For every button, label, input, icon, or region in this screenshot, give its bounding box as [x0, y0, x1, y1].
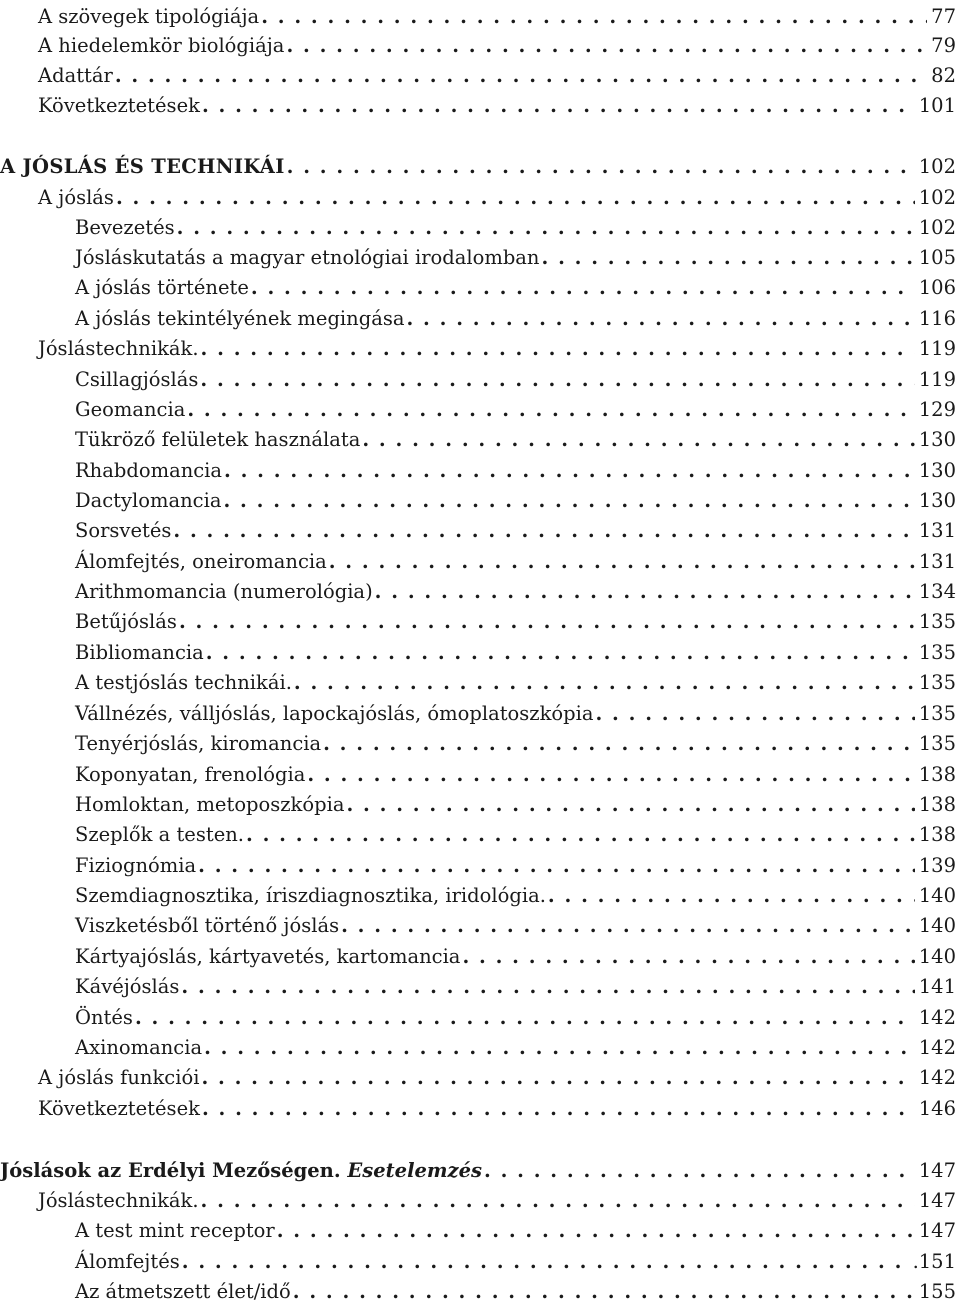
toc-entry — [0, 395, 956, 425]
toc-entry-title — [0, 1216, 277, 1246]
toc-entry — [0, 213, 956, 243]
toc-entry-title-text: A JÓSLÁS ÉS TECHNIKÁI — [0, 155, 285, 178]
toc-entry-title — [0, 1033, 204, 1063]
toc-entry-page-number: 131 — [918, 550, 956, 573]
dot-leader — [329, 547, 915, 577]
dot-leader — [202, 91, 915, 121]
dot-leader — [177, 213, 915, 243]
dot-leader — [181, 972, 914, 1002]
toc-entry-title-italic: Esetelemzés — [347, 1159, 482, 1182]
toc-entry — [0, 729, 956, 759]
toc-entry-page-number: 138 — [918, 823, 956, 846]
toc-entry — [0, 334, 956, 364]
toc-entry — [0, 61, 956, 91]
toc-entry-title — [0, 1063, 201, 1093]
toc-entry-title — [0, 820, 246, 850]
toc-entry — [0, 1247, 956, 1277]
toc-entry-title — [0, 334, 201, 364]
toc-entry-page-number: 135 — [918, 641, 956, 664]
toc-entry-page-number: 140 — [918, 945, 956, 968]
toc-entry-page-number: 105 — [918, 246, 956, 269]
toc-entry — [0, 243, 956, 273]
toc-entry-title — [0, 365, 200, 395]
dot-leader — [346, 790, 914, 820]
toc-entry-page-number: .151 — [912, 1250, 956, 1273]
toc-entry — [0, 31, 956, 61]
toc-entry-title — [0, 668, 294, 698]
toc-entry — [0, 1156, 956, 1186]
dot-leader — [307, 760, 914, 790]
toc-entry — [0, 638, 956, 668]
toc-entry-page-number: 135 — [918, 671, 956, 694]
toc-entry-title-text: Fiziognómia — [75, 854, 197, 877]
toc-entry — [0, 577, 956, 607]
toc-entry — [0, 1277, 956, 1307]
toc-entry-title — [0, 760, 307, 790]
dot-leader — [182, 1247, 909, 1277]
toc-entry-title — [0, 213, 177, 243]
toc-entry — [0, 1216, 956, 1246]
toc-entry — [0, 668, 956, 698]
toc-entry-title-text: A hiedelemkör biológiája — [38, 34, 285, 57]
dot-leader — [201, 1186, 915, 1216]
toc-entry-page-number: 102 — [918, 186, 956, 209]
toc-entry-title-text: A jóslás története — [75, 276, 249, 299]
dot-leader — [201, 334, 915, 364]
toc-entry-page-number: 79 — [931, 34, 956, 57]
toc-entry-title-text: A jóslás tekintélyének megingása — [75, 307, 405, 330]
toc-entry-title — [0, 183, 116, 213]
toc-entry-title-text: Álomfejtés — [75, 1250, 180, 1273]
toc-entry-title — [0, 1277, 293, 1307]
toc-entry-title-text: Adattár — [38, 64, 113, 87]
dot-leader — [115, 61, 927, 91]
toc-entry-title-text: Jósláskutatás a magyar etnológiai irodalomban — [75, 246, 540, 269]
toc-entry-title-text: Kávéjóslás — [75, 975, 180, 998]
dot-leader — [246, 820, 915, 850]
toc-entry-page-number: 129 — [918, 398, 956, 421]
toc-entry-page-number: 130 — [918, 489, 956, 512]
toc-entry-title-text: Öntés — [75, 1006, 133, 1029]
toc-entry-title-text: A test mint receptor — [75, 1219, 275, 1242]
toc-entry-title — [0, 851, 198, 881]
dot-leader — [198, 851, 915, 881]
toc-entry-page-number: 101 — [918, 94, 956, 117]
toc-entry — [0, 486, 956, 516]
toc-entry-title — [0, 1094, 202, 1124]
toc-entry-title — [0, 425, 362, 455]
dot-leader — [202, 1094, 915, 1124]
toc-entry-page-number: 135 — [918, 610, 956, 633]
toc-entry-page-number: 141 — [918, 975, 956, 998]
toc-entry-title — [0, 577, 375, 607]
dot-leader — [462, 942, 914, 972]
toc-entry-title — [0, 243, 542, 273]
toc-entry-page-number: 130 — [918, 459, 956, 482]
toc-entry — [0, 881, 956, 911]
toc-entry-title-text: Tükröző felületek használata — [75, 428, 361, 451]
toc-entry-title — [0, 942, 462, 972]
toc-entry — [0, 365, 956, 395]
dot-leader — [406, 304, 914, 334]
toc-entry-page-number: 147 — [918, 1159, 956, 1182]
toc-entry-page-number: 139 — [918, 854, 956, 877]
toc-entry — [0, 152, 956, 182]
dot-leader — [179, 607, 915, 637]
toc-entry-page-number: 119 — [918, 368, 956, 391]
toc-entry-title — [0, 972, 181, 1002]
toc-entry-title-text: Rhabdomancia — [75, 459, 223, 482]
toc-entry-page-number: 116 — [918, 307, 956, 330]
toc-entry-title-text: Szemdiagnosztika, íriszdiagnosztika, iridológia. — [75, 884, 546, 907]
toc-entry-title-text: Jóslások az Erdélyi Mezőségen. — [0, 1159, 341, 1182]
toc-entry-page-number: 138 — [918, 793, 956, 816]
toc-entry-title — [0, 547, 329, 577]
toc-entry-title-text: Kártyajóslás, kártyavetés, kartomancia — [75, 945, 461, 968]
toc-entry — [0, 607, 956, 637]
toc-entry-page-number: 142 — [918, 1006, 956, 1029]
dot-leader — [204, 1033, 915, 1063]
dot-leader — [116, 183, 915, 213]
toc-entry — [0, 304, 956, 334]
toc-entry-title — [0, 1156, 484, 1186]
toc-entry-title-text: Dactylomancia — [75, 489, 222, 512]
toc-entry — [0, 1186, 956, 1216]
toc-entry-title — [0, 1186, 201, 1216]
toc-entry-title-text: Bibliomancia — [75, 641, 204, 664]
toc-entry-page-number: 131 — [918, 519, 956, 542]
toc-entry-page-number: 147 — [918, 1219, 956, 1242]
toc-entry-page-number: 147 — [918, 1189, 956, 1212]
dot-leader — [173, 516, 914, 546]
toc-entry-page-number: 140 — [918, 884, 956, 907]
toc-entry-page-number: 134 — [918, 580, 956, 603]
toc-entry — [0, 942, 956, 972]
toc-entry-title-text: Axinomancia — [75, 1036, 203, 1059]
dot-leader — [286, 31, 927, 61]
dot-leader — [287, 152, 915, 182]
toc-entry — [0, 972, 956, 1002]
toc-entry-title — [0, 2, 261, 32]
toc-entry — [0, 911, 956, 941]
toc-entry — [0, 425, 956, 455]
toc-entry-page-number: 102 — [918, 155, 956, 178]
toc-entry-title-text: Jóslástechnikák. — [38, 337, 199, 360]
toc-entry-title — [0, 607, 179, 637]
dot-leader — [251, 273, 915, 303]
toc-entry-title — [0, 456, 224, 486]
toc-entry-page-number: 77 — [931, 5, 956, 28]
dot-leader — [323, 729, 915, 759]
toc-entry — [0, 2, 956, 32]
toc-entry-title — [0, 61, 115, 91]
toc-entry-title-text: Következtetések — [38, 1097, 200, 1120]
toc-entry-title — [0, 790, 346, 820]
toc-entry-title — [0, 273, 251, 303]
toc-entry-title — [0, 729, 323, 759]
dot-leader — [200, 365, 914, 395]
toc-entry — [0, 851, 956, 881]
toc-entry-title-text: A szövegek tipológiája — [38, 5, 260, 28]
toc-entry-title — [0, 395, 187, 425]
toc-entry — [0, 760, 956, 790]
toc-entry — [0, 1003, 956, 1033]
toc-entry — [0, 790, 956, 820]
dot-leader — [277, 1216, 915, 1246]
dot-leader — [201, 1063, 914, 1093]
toc-entry — [0, 456, 956, 486]
toc-entry-title-text: Betűjóslás — [75, 610, 177, 633]
toc-entry — [0, 820, 956, 850]
toc-entry — [0, 183, 956, 213]
toc-entry-page-number: 119 — [918, 337, 956, 360]
toc-entry-title-text: Jóslástechnikák. — [38, 1189, 199, 1212]
toc-entry-title — [0, 152, 287, 182]
toc-entry-page-number: 102 — [918, 216, 956, 239]
toc-entry-title — [0, 486, 223, 516]
toc-entry-title-text: A testjóslás technikái. — [75, 671, 292, 694]
toc-entry-page-number: 138 — [918, 763, 956, 786]
toc-entry — [0, 91, 956, 121]
toc-entry-title — [0, 638, 206, 668]
dot-leader — [293, 1277, 915, 1307]
toc-entry-title-text: Homloktan, metoposzkópia — [75, 793, 345, 816]
toc-entry-title-text: Álomfejtés, oneiromancia — [75, 550, 327, 573]
toc-entry — [0, 1094, 956, 1124]
toc-entry-title-text: Bevezetés — [75, 216, 175, 239]
toc-entry-title — [0, 31, 286, 61]
toc-entry-page-number: 140 — [918, 914, 956, 937]
toc-entry-page-number: 82 — [931, 64, 956, 87]
dot-leader — [223, 486, 914, 516]
dot-leader — [548, 881, 915, 911]
dot-leader — [224, 456, 915, 486]
dot-leader — [341, 911, 915, 941]
dot-leader — [362, 425, 914, 455]
toc-entry-title — [0, 1247, 182, 1277]
toc-entry-title — [0, 1003, 135, 1033]
toc-entry-title — [0, 911, 341, 941]
toc-entry-page-number: 130 — [918, 428, 956, 451]
toc-entry — [0, 699, 956, 729]
toc-entry-title — [0, 881, 548, 911]
toc-entry-title-text: Arithmomancia (numerológia) — [75, 580, 373, 603]
toc-entry-page-number: 142 — [918, 1036, 956, 1059]
toc-entry-title — [0, 304, 406, 334]
toc-entry-title — [0, 516, 173, 546]
toc-entry-title-text: Vállnézés, vállјóslás, lapockajóslás, ómoplatoszkópia — [75, 702, 594, 725]
toc-entry-page-number: 142 — [918, 1066, 956, 1089]
toc-entry — [0, 516, 956, 546]
toc-entry-title-text: Az átmetszett élet/idő — [75, 1280, 291, 1303]
dot-leader — [187, 395, 914, 425]
toc-entry — [0, 547, 956, 577]
toc-entry-page-number: 146 — [918, 1097, 956, 1120]
toc-entry-title-text: Sorsvetés — [75, 519, 172, 542]
dot-leader — [135, 1003, 915, 1033]
dot-leader — [206, 638, 915, 668]
toc-entry-title-text: A jóslás funkciói — [38, 1066, 200, 1089]
toc-entry-page-number: 106 — [918, 276, 956, 299]
toc-entry-title-text: Koponyatan, frenológia — [75, 763, 306, 786]
toc-entry — [0, 1033, 956, 1063]
toc-entry-page-number: 135 — [918, 702, 956, 725]
toc-entry-title — [0, 699, 595, 729]
toc-entry-title-text: Geomancia — [75, 398, 186, 421]
toc-entry-title — [0, 91, 202, 121]
toc-entry-title-text: A jóslás — [38, 186, 114, 209]
dot-leader — [542, 243, 915, 273]
toc-entry — [0, 273, 956, 303]
dot-leader — [375, 577, 915, 607]
toc-entry-title-text: Viszketésből történő jóslás — [75, 914, 340, 937]
toc-entry-title-text: Tenyérjóslás, kiromancia — [75, 732, 322, 755]
toc-entry-page-number: 135 — [918, 732, 956, 755]
dot-leader — [294, 668, 915, 698]
toc-entry-title-text: Csillagjóslás — [75, 368, 199, 391]
dot-leader — [484, 1156, 915, 1186]
toc-entry-title-text: Szeplők a testen. — [75, 823, 244, 846]
dot-leader — [595, 699, 914, 729]
toc-entry — [0, 1063, 956, 1093]
dot-leader — [261, 2, 927, 32]
toc-entry-page-number: 155 — [918, 1280, 956, 1303]
toc-entry-title-text: Következtetések — [38, 94, 200, 117]
